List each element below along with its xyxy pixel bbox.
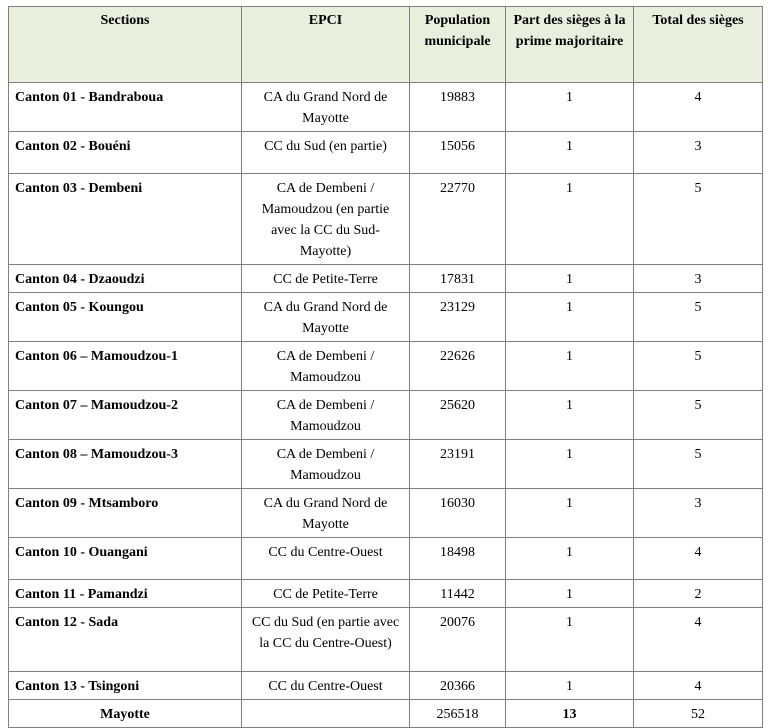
population-cell: 20076 <box>410 608 506 672</box>
population-cell: 22626 <box>410 342 506 391</box>
table-row <box>9 83 763 132</box>
table-row <box>9 391 763 440</box>
epci-cell: CC de Petite-Terre <box>242 265 410 293</box>
header-part-sieges: Part des sièges à la prime majoritaire <box>506 7 634 83</box>
table-row <box>9 174 763 265</box>
part-cell: 1 <box>506 391 634 440</box>
part-cell: 1 <box>506 83 634 132</box>
total-row <box>9 700 763 728</box>
section-cell: Canton 13 - Tsingoni <box>9 672 242 700</box>
epci-cell: CA du Grand Nord de Mayotte <box>242 293 410 342</box>
total-section-cell: Mayotte <box>9 700 242 728</box>
total-cell: 3 <box>634 132 763 174</box>
seats-table <box>8 6 763 728</box>
total-cell: 4 <box>634 608 763 672</box>
population-cell: 18498 <box>410 538 506 580</box>
total-cell: 3 <box>634 489 763 538</box>
epci-cell: CC de Petite-Terre <box>242 580 410 608</box>
table-row <box>9 672 763 700</box>
section-cell: Canton 06 – Mamoudzou-1 <box>9 342 242 391</box>
total-cell: 2 <box>634 580 763 608</box>
total-cell: 5 <box>634 342 763 391</box>
table-row <box>9 440 763 489</box>
epci-cell: CA de Dembeni / Mamoudzou <box>242 342 410 391</box>
population-cell: 23191 <box>410 440 506 489</box>
population-cell: 17831 <box>410 265 506 293</box>
total-cell: 3 <box>634 265 763 293</box>
section-cell: Canton 01 - Bandraboua <box>9 83 242 132</box>
epci-cell: CC du Sud (en partie avec la CC du Centre-Ouest) <box>242 608 410 672</box>
total-cell: 5 <box>634 440 763 489</box>
total-part-cell: 13 <box>506 700 634 728</box>
epci-cell: CA de Dembeni / Mamoudzou <box>242 391 410 440</box>
header-row <box>9 7 763 83</box>
section-cell: Canton 09 - Mtsamboro <box>9 489 242 538</box>
population-cell: 11442 <box>410 580 506 608</box>
part-cell: 1 <box>506 440 634 489</box>
section-cell: Canton 02 - Bouéni <box>9 132 242 174</box>
section-cell: Canton 12 - Sada <box>9 608 242 672</box>
population-cell: 19883 <box>410 83 506 132</box>
part-cell: 1 <box>506 132 634 174</box>
header-sections: Sections <box>9 7 242 83</box>
population-cell: 23129 <box>410 293 506 342</box>
population-cell: 16030 <box>410 489 506 538</box>
total-population-cell: 256518 <box>410 700 506 728</box>
header-total-sieges: Total des sièges <box>634 7 763 83</box>
population-cell: 20366 <box>410 672 506 700</box>
total-cell: 4 <box>634 83 763 132</box>
epci-cell: CA de Dembeni / Mamoudzou (en partie avec la CC du Sud-Mayotte) <box>242 174 410 265</box>
section-cell: Canton 08 – Mamoudzou-3 <box>9 440 242 489</box>
section-cell: Canton 07 – Mamoudzou-2 <box>9 391 242 440</box>
header-population: Population municipale <box>410 7 506 83</box>
part-cell: 1 <box>506 538 634 580</box>
epci-cell: CA du Grand Nord de Mayotte <box>242 83 410 132</box>
table-row <box>9 132 763 174</box>
epci-cell: CC du Centre-Ouest <box>242 672 410 700</box>
population-cell: 25620 <box>410 391 506 440</box>
total-sieges-cell: 52 <box>634 700 763 728</box>
table-row <box>9 293 763 342</box>
part-cell: 1 <box>506 265 634 293</box>
total-cell: 5 <box>634 174 763 265</box>
population-cell: 15056 <box>410 132 506 174</box>
part-cell: 1 <box>506 672 634 700</box>
part-cell: 1 <box>506 489 634 538</box>
section-cell: Canton 04 - Dzaoudzi <box>9 265 242 293</box>
table-row <box>9 342 763 391</box>
total-cell: 4 <box>634 538 763 580</box>
section-cell: Canton 03 - Dembeni <box>9 174 242 265</box>
table-row <box>9 538 763 580</box>
section-cell: Canton 10 - Ouangani <box>9 538 242 580</box>
epci-cell: CC du Sud (en partie) <box>242 132 410 174</box>
total-epci-cell <box>242 700 410 728</box>
table-container <box>8 6 763 728</box>
table-row <box>9 265 763 293</box>
epci-cell: CC du Centre-Ouest <box>242 538 410 580</box>
part-cell: 1 <box>506 580 634 608</box>
part-cell: 1 <box>506 342 634 391</box>
population-cell: 22770 <box>410 174 506 265</box>
epci-cell: CA du Grand Nord de Mayotte <box>242 489 410 538</box>
part-cell: 1 <box>506 608 634 672</box>
table-body <box>9 83 763 728</box>
part-cell: 1 <box>506 293 634 342</box>
table-row <box>9 580 763 608</box>
header-epci: EPCI <box>242 7 410 83</box>
total-cell: 5 <box>634 391 763 440</box>
section-cell: Canton 05 - Koungou <box>9 293 242 342</box>
total-cell: 5 <box>634 293 763 342</box>
table-row <box>9 608 763 672</box>
part-cell: 1 <box>506 174 634 265</box>
total-cell: 4 <box>634 672 763 700</box>
table-row <box>9 489 763 538</box>
section-cell: Canton 11 - Pamandzi <box>9 580 242 608</box>
epci-cell: CA de Dembeni / Mamoudzou <box>242 440 410 489</box>
